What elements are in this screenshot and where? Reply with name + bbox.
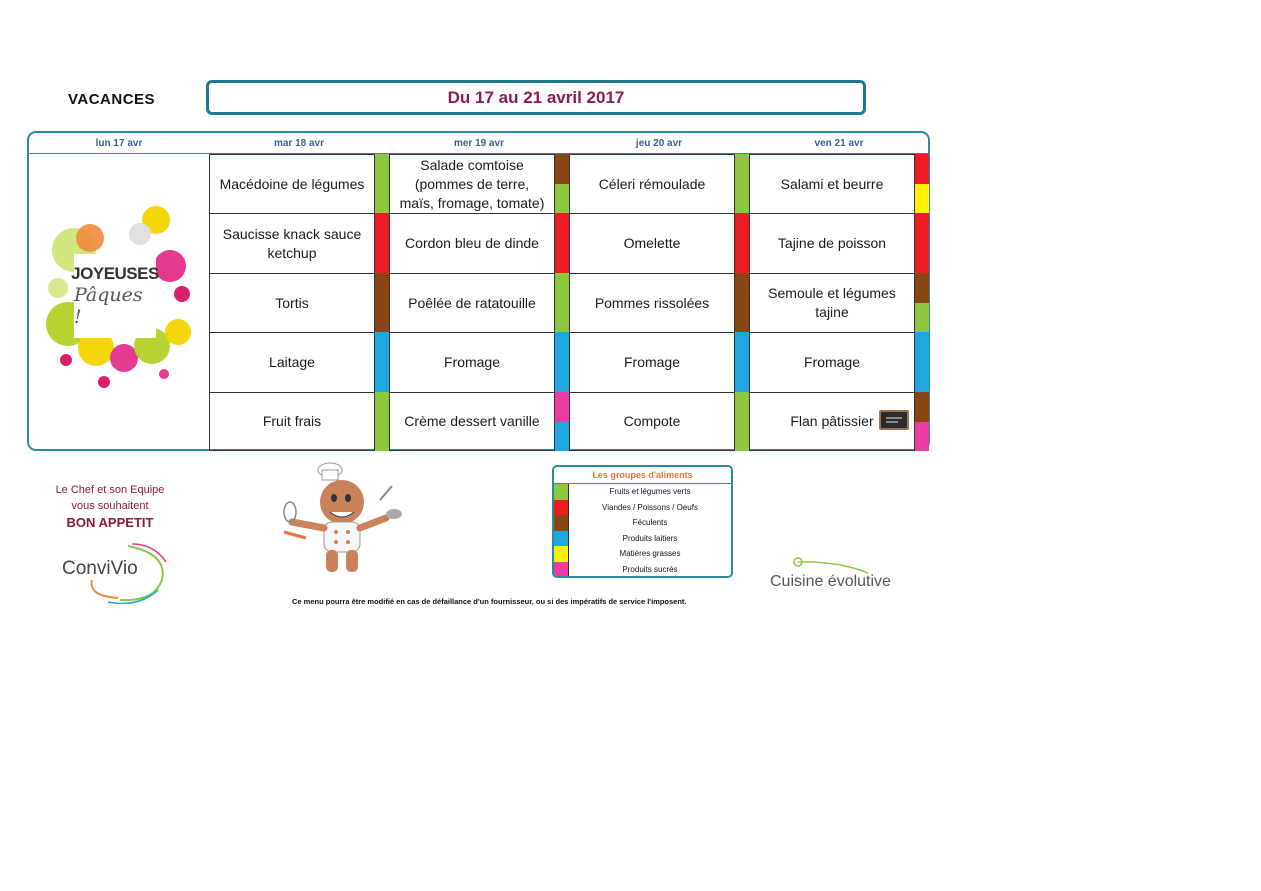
legend-item <box>554 531 731 547</box>
food-group-strip-brown <box>554 154 569 184</box>
menu-cell <box>749 273 914 332</box>
food-group-strip-green <box>374 392 389 451</box>
vacances-label: VACANCES <box>68 91 156 108</box>
legend-swatch <box>554 562 569 578</box>
food-group-strip-blue <box>554 332 569 392</box>
cuisine-wordmark: Cuisine évolutive <box>770 573 891 590</box>
food-group-strip-pink <box>554 392 569 422</box>
menu-cell <box>569 392 734 451</box>
dish-name: Fromage <box>803 354 861 370</box>
day-header-fri: ven 21 avr <box>814 137 864 149</box>
chef-mascot-illustration <box>282 462 407 577</box>
dish-name: Flan pâtissier <box>790 413 874 429</box>
legend-swatch <box>554 484 569 500</box>
chef-message-line2: vous souhaitent <box>71 500 149 512</box>
bon-appetit: BON APPETIT <box>66 515 154 530</box>
food-group-strip-red <box>374 213 389 273</box>
menu-cell <box>209 273 374 332</box>
menu-cell <box>209 154 374 213</box>
menu-cell <box>569 154 734 213</box>
dish-name: Saucisse knack sauce ketchup <box>222 225 362 261</box>
legend-swatch <box>554 500 569 516</box>
food-group-strip-brown <box>914 273 929 303</box>
food-group-strip-blue <box>914 332 929 392</box>
food-group-strip-green <box>914 303 929 333</box>
food-group-strip-brown <box>374 273 389 332</box>
legend-item <box>554 500 731 516</box>
easter-greeting-line2: Pâques ! <box>74 284 143 328</box>
legend-label: Produits sucrés <box>622 564 678 574</box>
dish-name: Salami et beurre <box>780 175 884 192</box>
dish-name: Tortis <box>275 294 309 311</box>
menu-cell <box>749 154 914 213</box>
food-groups-legend <box>552 465 733 578</box>
dish-name: Macédoine de légumes <box>219 175 365 192</box>
legend-item <box>554 515 731 531</box>
menu-cell <box>569 332 734 392</box>
convivio-logo <box>58 540 173 604</box>
easter-greeting-line1: JOYEUSES <box>71 264 159 283</box>
dish-name: Fromage <box>623 354 681 370</box>
dish-name: Laitage <box>269 354 315 370</box>
dish-name: Pommes rissolées <box>594 294 710 311</box>
legend-title: Les groupes d'aliments <box>554 467 731 484</box>
day-header-mon: lun 17 avr <box>95 137 143 149</box>
chalkboard-icon <box>883 414 905 426</box>
dish-name: Semoule et légumes tajine <box>768 285 896 320</box>
legend-label: Féculents <box>632 518 668 528</box>
dish-name: Fruit frais <box>262 413 322 429</box>
dish-name: Compote <box>623 413 681 429</box>
food-group-strip-green <box>554 273 569 332</box>
day-header-tue: mar 18 avr <box>273 137 325 149</box>
menu-cell <box>389 273 554 332</box>
chef-message-line1: Le Chef et son Equipe <box>55 484 165 496</box>
dish-name: Cordon bleu de dinde <box>405 235 539 251</box>
menu-cell <box>569 273 734 332</box>
food-group-strip-blue <box>554 422 569 452</box>
food-group-strip-pink <box>914 422 929 452</box>
cuisine-evolutive-logo <box>768 555 898 600</box>
dish-name: Poêlée de ratatouille <box>408 294 536 311</box>
dish-name: Crème dessert vanille <box>404 413 540 429</box>
food-group-strip-green <box>374 154 389 213</box>
dish-name: Tajine de poisson <box>777 235 887 251</box>
legend-item <box>554 546 731 562</box>
food-group-strip-green <box>734 154 749 213</box>
dish-name: Salade comtoise (pommes de terre, maïs, fromage, tomate) <box>399 156 545 211</box>
homemade-badge-icon <box>879 410 909 430</box>
menu-cell <box>209 213 374 273</box>
day-header-wed: mer 19 avr <box>453 137 505 149</box>
day-header-thu: jeu 20 avr <box>635 137 683 149</box>
legend-swatch <box>554 546 569 562</box>
legend-label: Fruits et légumes verts <box>609 487 691 497</box>
food-group-strip-brown <box>914 392 929 422</box>
food-group-strip-green <box>554 184 569 214</box>
legend-rows <box>554 484 731 577</box>
legend-swatch <box>554 531 569 547</box>
food-group-strip-red <box>914 213 929 273</box>
food-group-strip-red <box>734 213 749 273</box>
food-group-strip-red <box>914 154 929 184</box>
legend-item <box>554 484 731 500</box>
food-group-strip-red <box>554 213 569 273</box>
menu-cell <box>389 332 554 392</box>
menu-title: Du 17 au 21 avril 2017 <box>206 80 866 115</box>
dish-name: Fromage <box>443 354 501 370</box>
easter-greeting <box>71 254 159 338</box>
menu-cell <box>389 154 554 213</box>
dish-name: Omelette <box>623 235 681 251</box>
menu-cell <box>749 332 914 392</box>
menu-cell <box>569 213 734 273</box>
menu-cell <box>209 332 374 392</box>
legend-swatch <box>554 515 569 531</box>
dish-name: Céleri rémoulade <box>598 175 706 192</box>
legend-label: Matières grasses <box>619 549 681 559</box>
food-group-strip-brown <box>734 273 749 332</box>
convivio-wordmark: ConviVio <box>62 558 138 579</box>
food-group-strip-blue <box>734 332 749 392</box>
menu-cell <box>749 213 914 273</box>
food-group-strip-blue <box>374 332 389 392</box>
legend-label: Viandes / Poissons / Oeufs <box>602 502 698 512</box>
menu-disclaimer: Ce menu pourra être modifié en cas de défaillance d'un fournisseur, ou si des impératifs de service l'imposent. <box>292 597 687 606</box>
menu-cell <box>389 392 554 451</box>
legend-label: Produits laitiers <box>622 533 678 543</box>
food-group-strip-yellow <box>914 184 929 214</box>
menu-cell <box>209 392 374 451</box>
food-group-strip-green <box>734 392 749 451</box>
legend-item <box>554 562 731 578</box>
menu-cell <box>389 213 554 273</box>
